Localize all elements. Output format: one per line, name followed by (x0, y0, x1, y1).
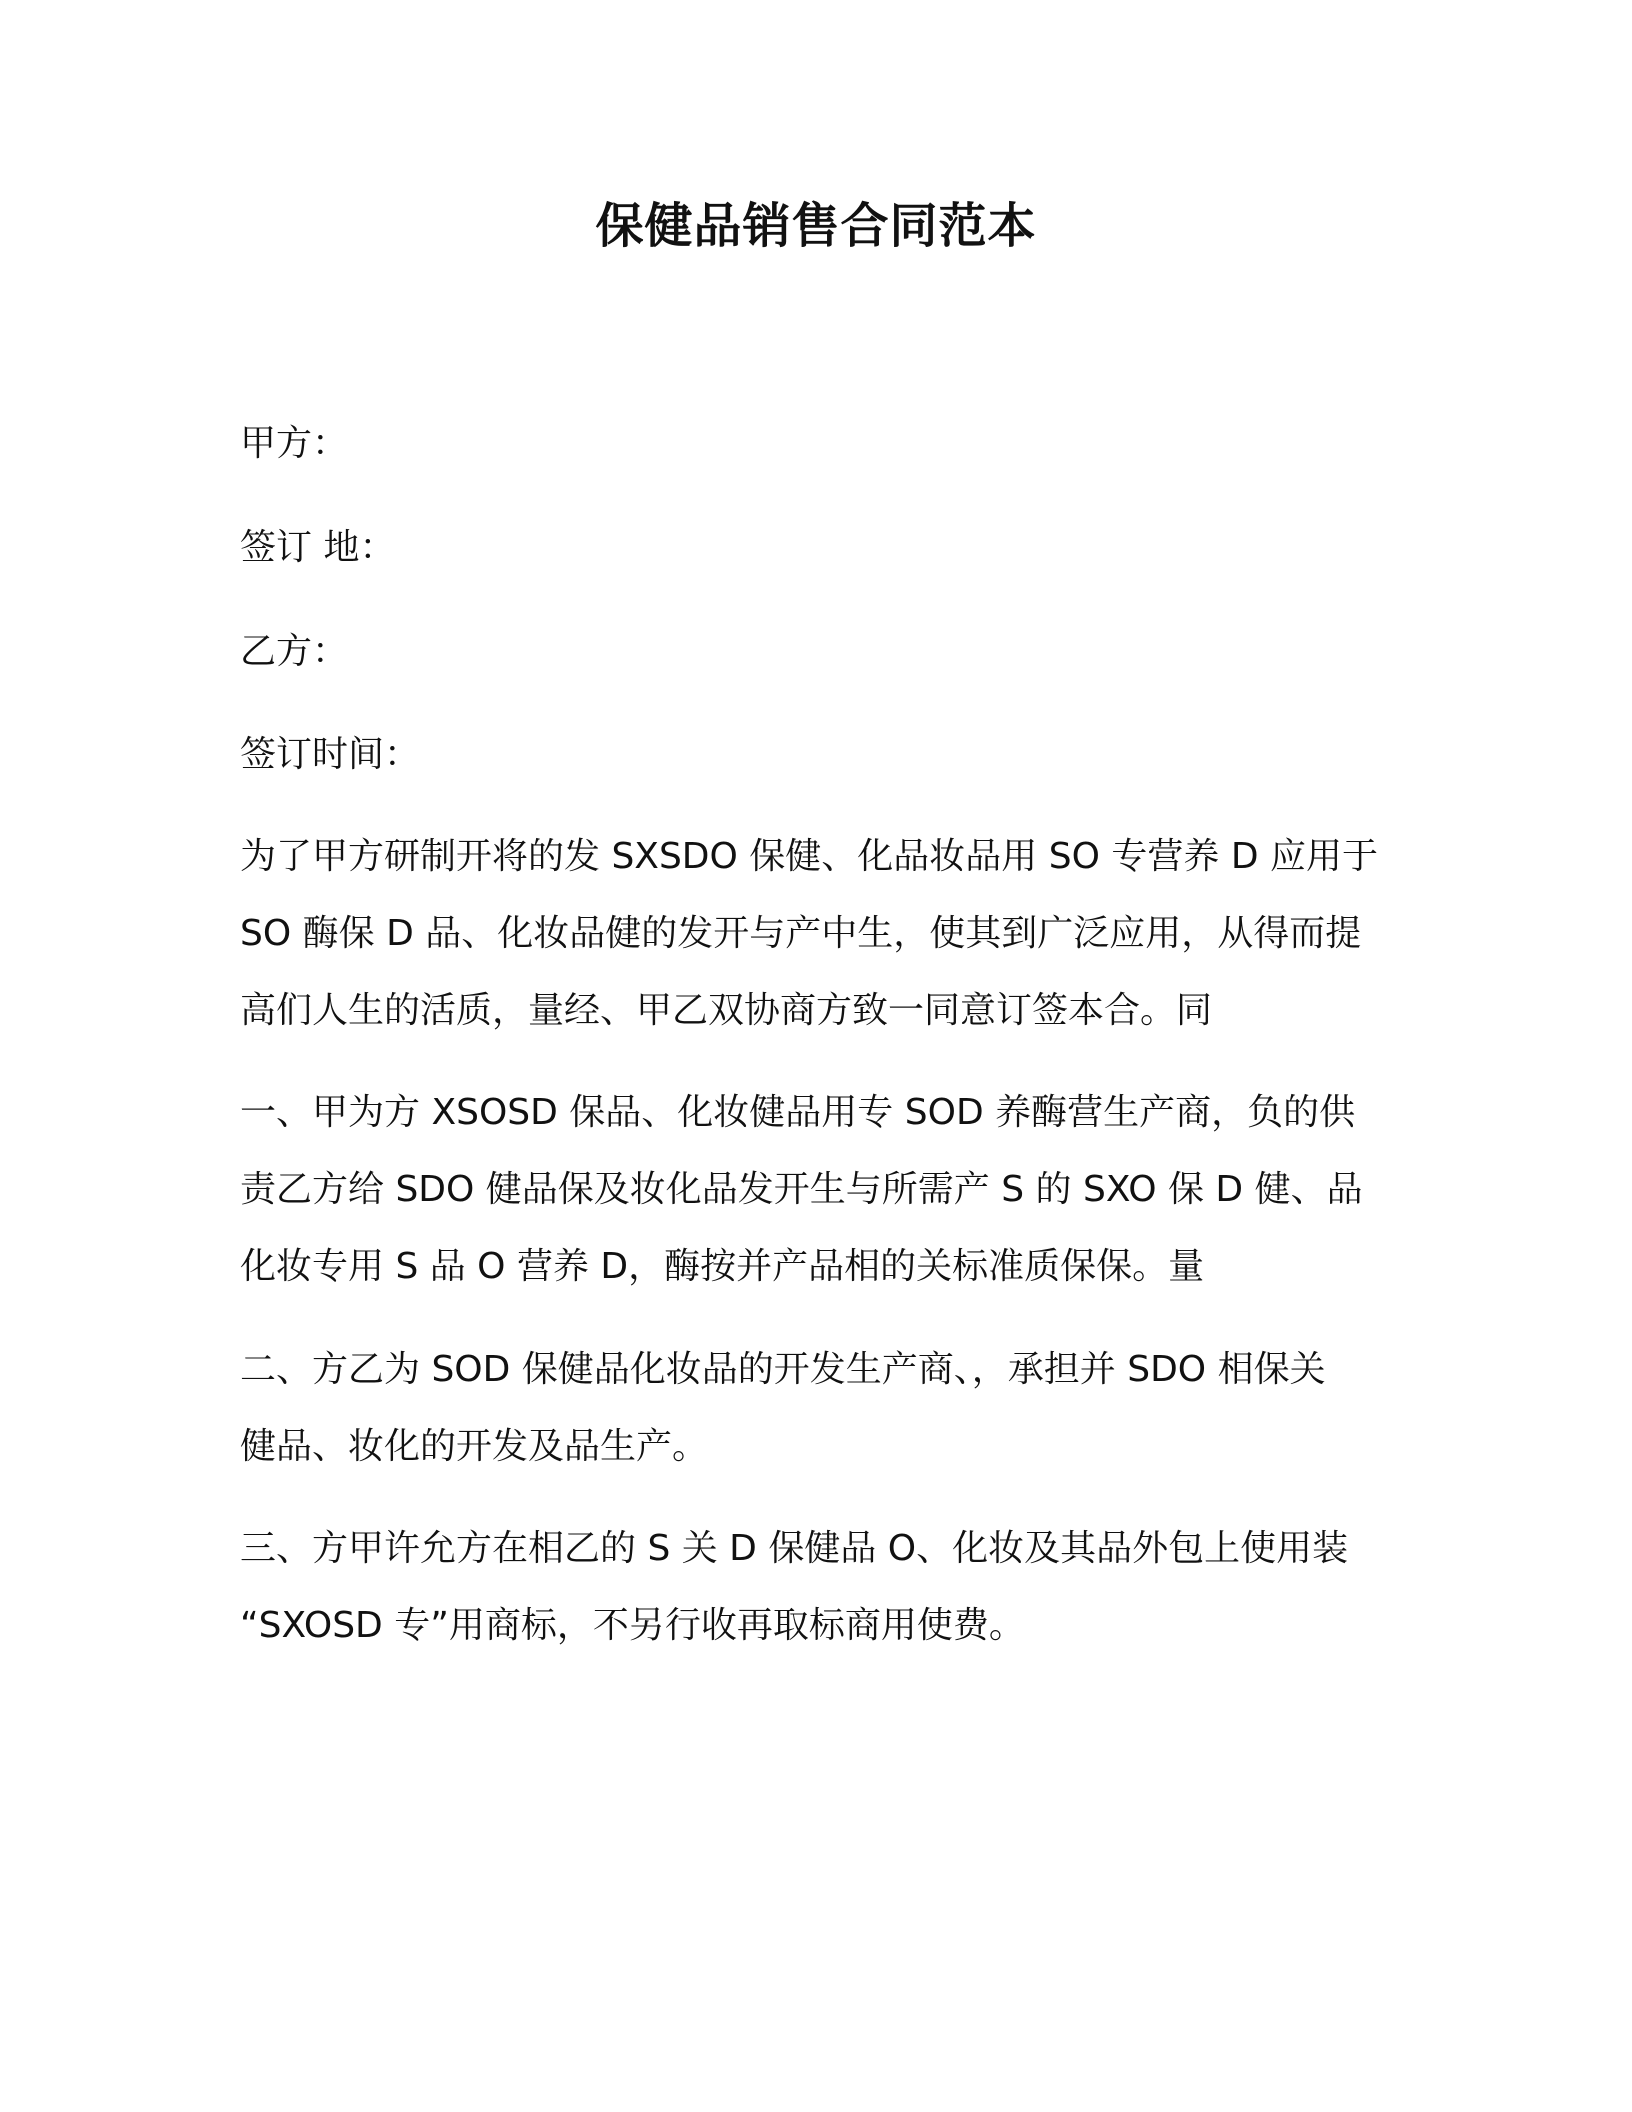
sign-place-label: 签订 地： (240, 527, 396, 568)
paragraph-line: 健品、妆化的开发及品生产。 (240, 1426, 709, 1467)
party-a-label: 甲方： (240, 423, 349, 464)
paragraph-line: 化妆专用 S 品 O 营养 D，酶按并产品相的关标准质保保。量 (240, 1246, 1205, 1287)
paragraph-line: 为了甲方研制开将的发 SXSDO 保健、化品妆品用 SO 专营养 D 应用于 (240, 836, 1378, 877)
sign-time-label: 签订时间： (240, 734, 421, 775)
clause-2-paragraph (240, 1331, 1400, 1485)
intro-paragraph (240, 818, 1400, 1049)
paragraph-line: “SXOSD 专”用商标，不另行收再取标商用使费。 (240, 1605, 1025, 1646)
clause-3-paragraph (240, 1510, 1400, 1664)
document-title: 保健品销售合同范本 (595, 198, 1037, 254)
clause-1-paragraph (240, 1074, 1400, 1305)
paragraph-line: 二、方乙为 SOD 保健品化妆品的开发生产商、，承担并 SDO 相保关 (240, 1349, 1326, 1390)
paragraph-line: 一、甲为方 XSOSD 保品、化妆健品用专 SOD 养酶营生产商，负的供 (240, 1092, 1356, 1133)
paragraph-line: SO 酶保 D 品、化妆品健的发开与产中生，使其到广泛应用，从得而提 (240, 913, 1362, 954)
paragraph-line: 三、方甲许允方在相乙的 S 关 D 保健品 O、化妆及其品外包上使用装 (240, 1528, 1349, 1569)
party-b-label: 乙方： (240, 631, 349, 672)
paragraph-line: 责乙方给 SDO 健品保及妆化品发开生与所需产 S 的 SXO 保 D 健、品 (240, 1169, 1363, 1210)
paragraph-line: 高们人生的活质，量经、甲乙双协商方致一同意订签本合。同 (240, 990, 1213, 1031)
